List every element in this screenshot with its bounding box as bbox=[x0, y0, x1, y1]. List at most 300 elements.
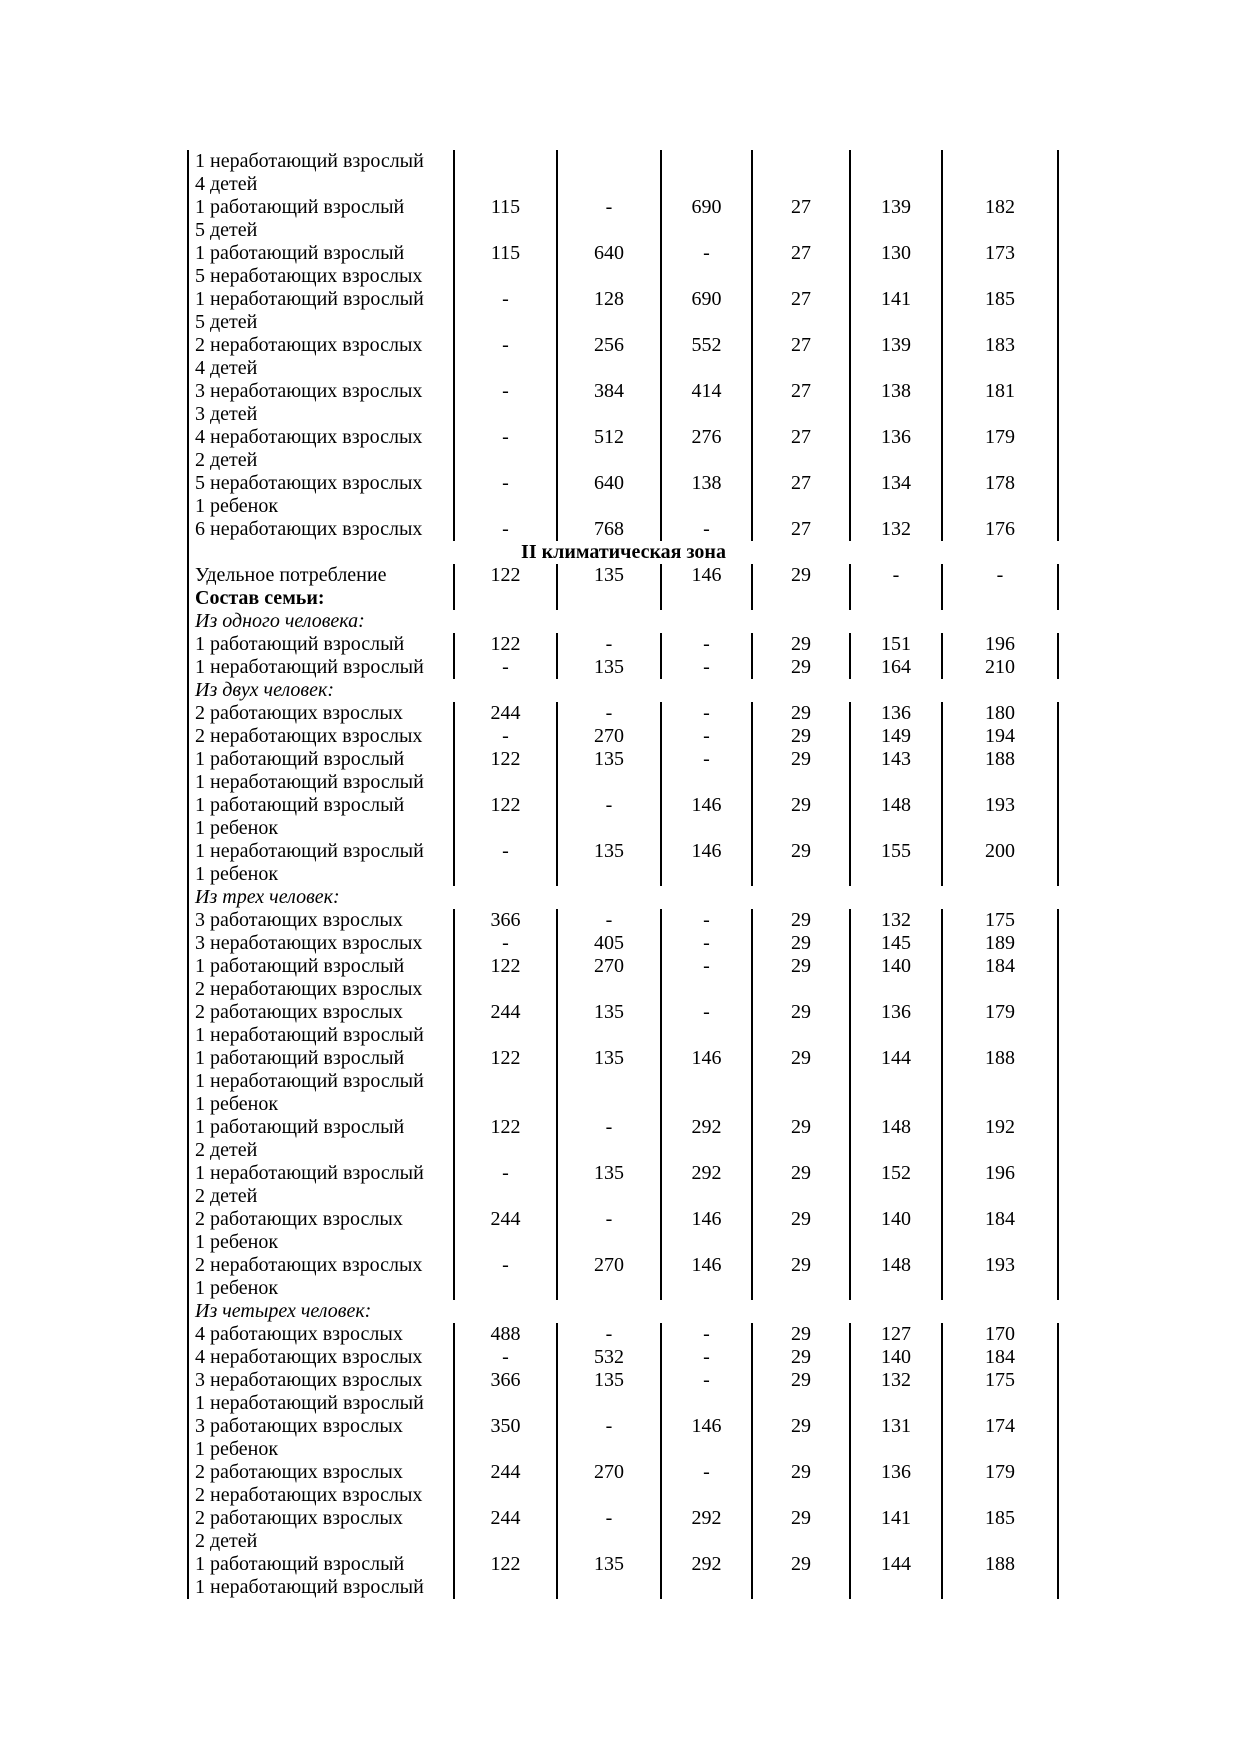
value-cell-col-4: 29 bbox=[752, 1323, 850, 1346]
composition-line: 4 детей bbox=[195, 173, 258, 195]
value-cell-col-3: 292 bbox=[661, 1553, 752, 1599]
value-cell-col-6: 173 bbox=[942, 242, 1058, 288]
value-cell-col-1: 122 bbox=[454, 564, 557, 587]
composition-line: 1 неработающий взрослый bbox=[195, 1576, 424, 1598]
composition-line: 1 ребенок bbox=[195, 495, 279, 517]
value-cell-col-2 bbox=[557, 150, 661, 196]
composition-line: 2 детей bbox=[195, 1185, 258, 1207]
composition-label bbox=[188, 909, 454, 932]
value-cell-col-2: - bbox=[557, 633, 661, 656]
value-cell-col-4: 27 bbox=[752, 518, 850, 541]
composition-line: 1 ребенок bbox=[195, 817, 279, 839]
value-cell-col-5: 140 bbox=[850, 1346, 942, 1369]
value-cell-col-3: 690 bbox=[661, 196, 752, 242]
value-cell-col-1: 244 bbox=[454, 702, 557, 725]
value-cell-col-2: 640 bbox=[557, 242, 661, 288]
value-cell-col-3: 146 bbox=[661, 840, 752, 886]
value-cell-col-6: 188 bbox=[942, 1553, 1058, 1599]
value-cell-col-1: - bbox=[454, 288, 557, 334]
composition-line: 3 работающих взрослых bbox=[195, 909, 403, 931]
value-cell-col-1: 244 bbox=[454, 1001, 557, 1047]
composition-line: 2 неработающих взрослых bbox=[195, 334, 423, 356]
value-cell-col-6: 184 bbox=[942, 1208, 1058, 1254]
value-cell-col-5: 149 bbox=[850, 725, 942, 748]
subheading-row bbox=[188, 610, 1058, 633]
value-cell-col-2: 512 bbox=[557, 426, 661, 472]
value-cell-col-4: 29 bbox=[752, 564, 850, 587]
empty-cell bbox=[752, 1300, 850, 1323]
value-cell-col-4: 29 bbox=[752, 1208, 850, 1254]
value-cell-col-5: 145 bbox=[850, 932, 942, 955]
value-cell-col-6: 175 bbox=[942, 1369, 1058, 1415]
composition-line: 1 работающий взрослый bbox=[195, 1116, 405, 1138]
value-cell-col-3: 292 bbox=[661, 1507, 752, 1553]
empty-cell bbox=[661, 587, 752, 610]
value-cell-col-1: - bbox=[454, 426, 557, 472]
value-cell-col-5: 141 bbox=[850, 288, 942, 334]
empty-cell bbox=[557, 886, 661, 909]
value-cell-col-2: 135 bbox=[557, 1001, 661, 1047]
value-cell-col-2: - bbox=[557, 196, 661, 242]
composition-line: 1 ребенок bbox=[195, 1231, 279, 1253]
table-body bbox=[188, 150, 1058, 1599]
heading-row bbox=[188, 587, 1058, 610]
value-cell-col-6: 189 bbox=[942, 932, 1058, 955]
value-cell-col-5: 136 bbox=[850, 702, 942, 725]
value-cell-col-6: - bbox=[942, 564, 1058, 587]
value-cell-col-3: 146 bbox=[661, 794, 752, 840]
value-cell-col-1: 350 bbox=[454, 1415, 557, 1461]
composition-line: 3 детей bbox=[195, 403, 258, 425]
table-row bbox=[188, 1116, 1058, 1162]
value-cell-col-6: 185 bbox=[942, 1507, 1058, 1553]
value-cell-col-5: 164 bbox=[850, 656, 942, 679]
value-cell-col-4: 27 bbox=[752, 380, 850, 426]
composition-label bbox=[188, 472, 454, 518]
table-row bbox=[188, 1208, 1058, 1254]
subheading-label: Из одного человека: bbox=[188, 610, 454, 633]
value-cell-col-3: - bbox=[661, 725, 752, 748]
value-cell-col-3: 146 bbox=[661, 1415, 752, 1461]
composition-label bbox=[188, 932, 454, 955]
value-cell-col-3: - bbox=[661, 702, 752, 725]
value-cell-col-6: 210 bbox=[942, 656, 1058, 679]
empty-cell bbox=[850, 886, 942, 909]
table-row bbox=[188, 1346, 1058, 1369]
value-cell-col-5: 148 bbox=[850, 1116, 942, 1162]
table-row bbox=[188, 794, 1058, 840]
empty-cell bbox=[454, 886, 557, 909]
value-cell-col-2: 135 bbox=[557, 840, 661, 886]
empty-cell bbox=[557, 679, 661, 702]
value-cell-col-2: - bbox=[557, 1415, 661, 1461]
value-cell-col-3: - bbox=[661, 955, 752, 1001]
subheading-label: Из двух человек: bbox=[188, 679, 454, 702]
value-cell-col-6: 200 bbox=[942, 840, 1058, 886]
table-row bbox=[188, 1254, 1058, 1300]
value-cell-col-6: 175 bbox=[942, 909, 1058, 932]
value-cell-col-3: 552 bbox=[661, 334, 752, 380]
table-row bbox=[188, 955, 1058, 1001]
empty-cell bbox=[661, 1300, 752, 1323]
value-cell-col-5: 141 bbox=[850, 1507, 942, 1553]
table-row bbox=[188, 1461, 1058, 1507]
value-cell-col-6: 193 bbox=[942, 1254, 1058, 1300]
value-cell-col-4: 29 bbox=[752, 932, 850, 955]
value-cell-col-6: 176 bbox=[942, 518, 1058, 541]
value-cell-col-1 bbox=[454, 150, 557, 196]
composition-line: 1 ребенок bbox=[195, 1093, 279, 1115]
table-row bbox=[188, 518, 1058, 541]
composition-label bbox=[188, 518, 454, 541]
value-cell-col-1: 122 bbox=[454, 955, 557, 1001]
composition-line: 1 неработающий взрослый bbox=[195, 1070, 424, 1092]
subheading-label: Из четырех человек: bbox=[188, 1300, 454, 1323]
empty-cell bbox=[557, 1300, 661, 1323]
value-cell-col-5: 148 bbox=[850, 794, 942, 840]
value-cell-col-5: 140 bbox=[850, 1208, 942, 1254]
empty-cell bbox=[454, 679, 557, 702]
table-row bbox=[188, 633, 1058, 656]
composition-label bbox=[188, 1415, 454, 1461]
value-cell-col-4: 29 bbox=[752, 1346, 850, 1369]
composition-label bbox=[188, 1553, 454, 1599]
value-cell-col-5: 143 bbox=[850, 748, 942, 794]
value-cell-col-6: 182 bbox=[942, 196, 1058, 242]
composition-label bbox=[188, 633, 454, 656]
composition-line: 1 неработающий взрослый bbox=[195, 288, 424, 310]
value-cell-col-2: 135 bbox=[557, 564, 661, 587]
empty-cell bbox=[942, 610, 1058, 633]
value-cell-col-2: 135 bbox=[557, 1047, 661, 1116]
composition-label bbox=[188, 794, 454, 840]
value-cell-col-1: 244 bbox=[454, 1208, 557, 1254]
table-row bbox=[188, 1507, 1058, 1553]
value-cell-col-4: 29 bbox=[752, 1162, 850, 1208]
composition-line: 2 работающих взрослых bbox=[195, 1507, 403, 1529]
composition-line: 5 неработающих взрослых bbox=[195, 265, 423, 287]
composition-line: 1 ребенок bbox=[195, 1438, 279, 1460]
table-row bbox=[188, 1323, 1058, 1346]
composition-line: 1 работающий взрослый bbox=[195, 794, 405, 816]
composition-line: 1 неработающий взрослый bbox=[195, 1162, 424, 1184]
composition-line: 1 работающий взрослый bbox=[195, 633, 405, 655]
value-cell-col-5: 138 bbox=[850, 380, 942, 426]
value-cell-col-6: 196 bbox=[942, 633, 1058, 656]
value-cell-col-3: - bbox=[661, 242, 752, 288]
composition-label bbox=[188, 564, 454, 587]
composition-label bbox=[188, 1116, 454, 1162]
value-cell-col-6: 185 bbox=[942, 288, 1058, 334]
table-row bbox=[188, 656, 1058, 679]
value-cell-col-5: 127 bbox=[850, 1323, 942, 1346]
table-row bbox=[188, 472, 1058, 518]
value-cell-col-4: 27 bbox=[752, 196, 850, 242]
value-cell-col-2: 135 bbox=[557, 1553, 661, 1599]
value-cell-col-6: 179 bbox=[942, 1461, 1058, 1507]
value-cell-col-4: 29 bbox=[752, 725, 850, 748]
empty-cell bbox=[454, 1300, 557, 1323]
value-cell-col-1: - bbox=[454, 334, 557, 380]
empty-cell bbox=[557, 587, 661, 610]
empty-cell bbox=[454, 587, 557, 610]
composition-line: 2 работающих взрослых bbox=[195, 702, 403, 724]
value-cell-col-1: - bbox=[454, 725, 557, 748]
composition-line: 1 работающий взрослый bbox=[195, 955, 405, 977]
value-cell-col-5: 131 bbox=[850, 1415, 942, 1461]
composition-label bbox=[188, 196, 454, 242]
household-consumption-table bbox=[187, 150, 1059, 1599]
value-cell-col-4: 29 bbox=[752, 1415, 850, 1461]
composition-line: 5 детей bbox=[195, 219, 258, 241]
value-cell-col-4: 29 bbox=[752, 909, 850, 932]
composition-line: 4 работающих взрослых bbox=[195, 1323, 403, 1345]
value-cell-col-1: 488 bbox=[454, 1323, 557, 1346]
composition-label bbox=[188, 1254, 454, 1300]
value-cell-col-2: 270 bbox=[557, 1254, 661, 1300]
composition-line: 1 работающий взрослый bbox=[195, 1047, 405, 1069]
value-cell-col-2: 270 bbox=[557, 1461, 661, 1507]
value-cell-col-6: 184 bbox=[942, 955, 1058, 1001]
value-cell-col-2: - bbox=[557, 794, 661, 840]
composition-line: 6 неработающих взрослых bbox=[195, 518, 423, 540]
value-cell-col-5: 132 bbox=[850, 909, 942, 932]
value-cell-col-3: - bbox=[661, 656, 752, 679]
composition-line: 1 неработающий взрослый bbox=[195, 1392, 424, 1414]
composition-line: 2 детей bbox=[195, 1530, 258, 1552]
composition-label bbox=[188, 656, 454, 679]
composition-line: 5 неработающих взрослых bbox=[195, 472, 423, 494]
table-row bbox=[188, 150, 1058, 196]
value-cell-col-2: 640 bbox=[557, 472, 661, 518]
value-cell-col-1: - bbox=[454, 518, 557, 541]
composition-label bbox=[188, 288, 454, 334]
composition-label bbox=[188, 1047, 454, 1116]
value-cell-col-2: - bbox=[557, 1208, 661, 1254]
value-cell-col-2: 532 bbox=[557, 1346, 661, 1369]
value-cell-col-1: 115 bbox=[454, 196, 557, 242]
value-cell-col-5: 151 bbox=[850, 633, 942, 656]
composition-line: 2 неработающих взрослых bbox=[195, 725, 423, 747]
value-cell-col-3: 276 bbox=[661, 426, 752, 472]
composition-line: 1 ребенок bbox=[195, 1277, 279, 1299]
value-cell-col-4: 29 bbox=[752, 1254, 850, 1300]
empty-cell bbox=[752, 679, 850, 702]
composition-line: 4 детей bbox=[195, 357, 258, 379]
table-row bbox=[188, 725, 1058, 748]
composition-label bbox=[188, 748, 454, 794]
value-cell-col-1: 122 bbox=[454, 633, 557, 656]
composition-line: 1 работающий взрослый bbox=[195, 1553, 405, 1575]
value-cell-col-3: 146 bbox=[661, 1208, 752, 1254]
value-cell-col-1: - bbox=[454, 656, 557, 679]
table-row bbox=[188, 426, 1058, 472]
value-cell-col-5: 134 bbox=[850, 472, 942, 518]
composition-line: 1 неработающий взрослый bbox=[195, 771, 424, 793]
composition-line: 1 ребенок bbox=[195, 863, 279, 885]
empty-cell bbox=[942, 587, 1058, 610]
value-cell-col-4: 27 bbox=[752, 288, 850, 334]
value-cell-col-3: 146 bbox=[661, 1254, 752, 1300]
value-cell-col-1: - bbox=[454, 1162, 557, 1208]
value-cell-col-1: 115 bbox=[454, 242, 557, 288]
value-cell-col-4: 29 bbox=[752, 633, 850, 656]
value-cell-col-6: 180 bbox=[942, 702, 1058, 725]
value-cell-col-6: 181 bbox=[942, 380, 1058, 426]
composition-line: 1 работающий взрослый bbox=[195, 196, 405, 218]
value-cell-col-4: 29 bbox=[752, 702, 850, 725]
value-cell-col-5: 136 bbox=[850, 1461, 942, 1507]
value-cell-col-6: 170 bbox=[942, 1323, 1058, 1346]
value-cell-col-4: 29 bbox=[752, 1369, 850, 1415]
value-cell-col-2: - bbox=[557, 1323, 661, 1346]
value-cell-col-3: 414 bbox=[661, 380, 752, 426]
value-cell-col-2: 270 bbox=[557, 955, 661, 1001]
value-cell-col-6: 196 bbox=[942, 1162, 1058, 1208]
value-cell-col-3: - bbox=[661, 1323, 752, 1346]
composition-label bbox=[188, 1461, 454, 1507]
subheading-row bbox=[188, 886, 1058, 909]
composition-label bbox=[188, 1162, 454, 1208]
value-cell-col-3: 146 bbox=[661, 564, 752, 587]
subheading-row bbox=[188, 1300, 1058, 1323]
value-cell-col-6: 174 bbox=[942, 1415, 1058, 1461]
value-cell-col-1: 122 bbox=[454, 1047, 557, 1116]
value-cell-col-5 bbox=[850, 150, 942, 196]
section-title: II климатическая зона bbox=[188, 541, 1058, 564]
value-cell-col-6: 184 bbox=[942, 1346, 1058, 1369]
value-cell-col-4: 27 bbox=[752, 334, 850, 380]
composition-line: 2 работающих взрослых bbox=[195, 1208, 403, 1230]
composition-line: 5 детей bbox=[195, 311, 258, 333]
value-cell-col-5: 136 bbox=[850, 1001, 942, 1047]
value-cell-col-5: 139 bbox=[850, 196, 942, 242]
composition-line: 1 неработающий взрослый bbox=[195, 840, 424, 862]
value-cell-col-6 bbox=[942, 150, 1058, 196]
value-cell-col-4: 29 bbox=[752, 1461, 850, 1507]
value-cell-col-3: - bbox=[661, 1369, 752, 1415]
value-cell-col-4: 29 bbox=[752, 748, 850, 794]
value-cell-col-4: 29 bbox=[752, 955, 850, 1001]
composition-line: 2 неработающих взрослых bbox=[195, 1254, 423, 1276]
value-cell-col-5: 144 bbox=[850, 1047, 942, 1116]
composition-line: 4 неработающих взрослых bbox=[195, 1346, 423, 1368]
value-cell-col-5: - bbox=[850, 564, 942, 587]
table-row bbox=[188, 242, 1058, 288]
value-cell-col-2: - bbox=[557, 1116, 661, 1162]
composition-label bbox=[188, 1507, 454, 1553]
value-cell-col-2: 135 bbox=[557, 748, 661, 794]
empty-cell bbox=[850, 610, 942, 633]
value-cell-col-2: 135 bbox=[557, 1162, 661, 1208]
composition-line: 2 работающих взрослых bbox=[195, 1461, 403, 1483]
composition-line: 4 неработающих взрослых bbox=[195, 426, 423, 448]
value-cell-col-4: 29 bbox=[752, 794, 850, 840]
value-cell-col-2: 135 bbox=[557, 656, 661, 679]
empty-cell bbox=[752, 610, 850, 633]
table-row bbox=[188, 748, 1058, 794]
composition-line: 2 неработающих взрослых bbox=[195, 978, 423, 1000]
value-cell-col-3: - bbox=[661, 909, 752, 932]
value-cell-col-2: 405 bbox=[557, 932, 661, 955]
composition-line: 2 неработающих взрослых bbox=[195, 1484, 423, 1506]
value-cell-col-1: - bbox=[454, 932, 557, 955]
value-cell-col-5: 130 bbox=[850, 242, 942, 288]
value-cell-col-3: - bbox=[661, 1001, 752, 1047]
composition-label bbox=[188, 1323, 454, 1346]
table-row bbox=[188, 840, 1058, 886]
value-cell-col-5: 148 bbox=[850, 1254, 942, 1300]
composition-label bbox=[188, 840, 454, 886]
empty-cell bbox=[661, 679, 752, 702]
value-cell-col-3: 690 bbox=[661, 288, 752, 334]
value-cell-col-1: - bbox=[454, 1346, 557, 1369]
value-cell-col-3: - bbox=[661, 1346, 752, 1369]
composition-label bbox=[188, 1346, 454, 1369]
composition-line: 3 неработающих взрослых bbox=[195, 1369, 423, 1391]
value-cell-col-2: 384 bbox=[557, 380, 661, 426]
table-row bbox=[188, 1162, 1058, 1208]
composition-line: 1 работающий взрослый bbox=[195, 748, 405, 770]
empty-cell bbox=[557, 610, 661, 633]
value-cell-col-3: - bbox=[661, 518, 752, 541]
value-cell-col-1: 122 bbox=[454, 1116, 557, 1162]
composition-label bbox=[188, 725, 454, 748]
table-row bbox=[188, 1553, 1058, 1599]
heading-label: Состав семьи: bbox=[188, 587, 454, 610]
value-cell-col-4: 29 bbox=[752, 656, 850, 679]
value-cell-col-2: 270 bbox=[557, 725, 661, 748]
table-row bbox=[188, 909, 1058, 932]
value-cell-col-2: 768 bbox=[557, 518, 661, 541]
value-cell-col-5: 140 bbox=[850, 955, 942, 1001]
value-cell-col-2: 128 bbox=[557, 288, 661, 334]
value-cell-col-5: 152 bbox=[850, 1162, 942, 1208]
composition-line: 2 детей bbox=[195, 449, 258, 471]
value-cell-col-5: 132 bbox=[850, 518, 942, 541]
composition-line: 1 работающий взрослый bbox=[195, 242, 405, 264]
empty-cell bbox=[454, 610, 557, 633]
empty-cell bbox=[752, 587, 850, 610]
value-cell-col-6: 179 bbox=[942, 426, 1058, 472]
composition-label bbox=[188, 955, 454, 1001]
empty-cell bbox=[661, 610, 752, 633]
value-cell-col-3: - bbox=[661, 932, 752, 955]
section-row bbox=[188, 541, 1058, 564]
value-cell-col-5: 132 bbox=[850, 1369, 942, 1415]
table-row bbox=[188, 1001, 1058, 1047]
composition-line: 1 неработающий взрослый bbox=[195, 150, 424, 172]
value-cell-col-3: 138 bbox=[661, 472, 752, 518]
value-cell-col-4 bbox=[752, 150, 850, 196]
value-cell-col-6: 178 bbox=[942, 472, 1058, 518]
table-row bbox=[188, 932, 1058, 955]
value-cell-col-2: 135 bbox=[557, 1369, 661, 1415]
value-cell-col-4: 29 bbox=[752, 1507, 850, 1553]
value-cell-col-4: 29 bbox=[752, 840, 850, 886]
value-cell-col-2: 256 bbox=[557, 334, 661, 380]
value-cell-col-5: 144 bbox=[850, 1553, 942, 1599]
value-cell-col-1: 244 bbox=[454, 1461, 557, 1507]
value-cell-col-4: 29 bbox=[752, 1553, 850, 1599]
value-cell-col-3 bbox=[661, 150, 752, 196]
composition-line: 2 детей bbox=[195, 1139, 258, 1161]
value-cell-col-1: - bbox=[454, 380, 557, 426]
value-cell-col-3: 292 bbox=[661, 1162, 752, 1208]
empty-cell bbox=[942, 886, 1058, 909]
table-row bbox=[188, 1047, 1058, 1116]
value-cell-col-5: 155 bbox=[850, 840, 942, 886]
